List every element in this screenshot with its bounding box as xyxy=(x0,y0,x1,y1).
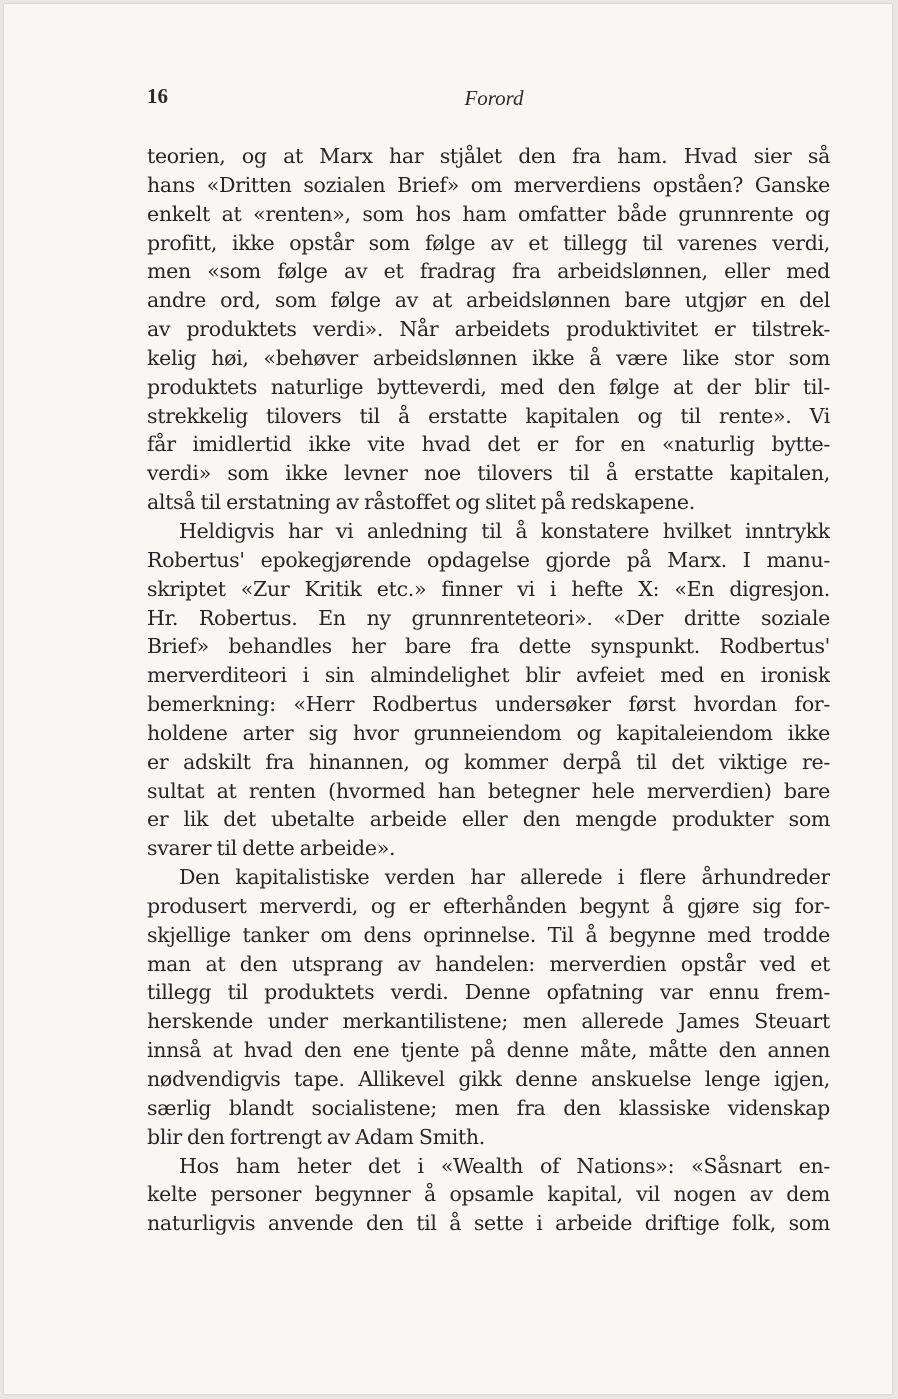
page-number: 16 xyxy=(147,84,168,108)
text-line: naturligvis anvende den til å sette i arbeide driftige folk, som xyxy=(147,1211,830,1236)
running-title: Forord xyxy=(464,86,524,110)
text-line: Heldigvis har vi anledning til å konstatere hvilket inntrykk xyxy=(179,518,830,543)
text-line: teorien, og at Marx har stjålet den fra ham. Hvad sier så xyxy=(147,144,830,168)
text-line: men «som følge av et fradrag fra arbeidslønnen, eller med xyxy=(147,259,830,284)
text-line: kelte personer begynner å opsamle kapital, vil nogen av dem xyxy=(147,1182,830,1207)
text-line: Hos ham heter det i «Wealth of Nations»: «Såsnart en- xyxy=(179,1153,830,1178)
text-line: sultat at renten (hvormed han betegner hele merverdien) bare xyxy=(147,778,830,803)
text-line: får imidlertid ikke vite hvad det er for en «naturlig bytte- xyxy=(147,432,830,457)
text-line: skjellige tanker om dens oprinnelse. Til å begynne med trodde xyxy=(147,922,830,947)
text-line: er adskilt fra hinannen, og kommer derpå til det viktige re- xyxy=(147,749,830,774)
text-line: hans «Dritten sozialen Brief» om merverdiens opståen? Ganske xyxy=(147,172,830,197)
text-line: kelig høi, «behøver arbeidslønnen ikke å være like stor som xyxy=(147,345,830,370)
text-line: profitt, ikke opstår som følge av et tillegg til varenes verdi, xyxy=(147,230,830,255)
text-line: merverditeori i sin almindelighet blir avfeiet med en ironisk xyxy=(147,663,830,688)
text-line: skriptet «Zur Kritik etc.» finner vi i hefte X: «En digresjon. xyxy=(147,576,830,601)
text-line: produktets naturlige bytteverdi, med den følge at der blir til- xyxy=(147,374,830,399)
text-line: man at den utsprang av handelen: merverdien opstår ved et xyxy=(147,951,830,976)
text-line: holdene arter sig hvor grunneiendom og kapitaleiendom ikke xyxy=(147,720,830,745)
body-text xyxy=(147,142,830,1238)
text-line: svarer til dette arbeide». xyxy=(147,836,396,861)
text-line: Robertus' epokegjørende opdagelse gjorde på Marx. I manu- xyxy=(147,547,830,572)
text-line: enkelt at «renten», som hos ham omfatter både grunnrente og xyxy=(147,201,830,226)
text-line: andre ord, som følge av at arbeidslønnen bare utgjør en del xyxy=(147,288,830,313)
book-page xyxy=(4,4,892,1394)
paragraph xyxy=(147,142,830,517)
paragraph xyxy=(147,517,830,863)
paragraph xyxy=(147,863,830,1151)
text-line: produsert merverdi, og er efterhånden begynt å gjøre sig for- xyxy=(147,893,830,918)
text-line: av produktets verdi». Når arbeidets produktivitet er tilstrek- xyxy=(147,317,830,342)
text-line: innså at hvad den ene tjente på denne måte, måtte den annen xyxy=(147,1038,830,1063)
text-line: nødvendigvis tape. Allikevel gikk denne anskuelse lenge igjen, xyxy=(147,1067,830,1091)
text-line: Den kapitalistiske verden har allerede i flere århundreder xyxy=(179,865,830,890)
text-line: strekkelig tilovers til å erstatte kapitalen og til rente». Vi xyxy=(147,403,830,428)
text-line: altså til erstatning av råstoffet og slitet på redskapene. xyxy=(147,490,695,515)
text-line: verdi» som ikke levner noe tilovers til å erstatte kapitalen, xyxy=(147,461,830,486)
text-line: særlig blandt socialistene; men fra den klassiske videnskap xyxy=(147,1095,830,1120)
text-line: blir den fortrengt av Adam Smith. xyxy=(147,1124,486,1149)
text-line: herskende under merkantilistene; men allerede James Steuart xyxy=(147,1009,830,1034)
paragraph xyxy=(147,1152,830,1239)
text-line: er lik det ubetalte arbeide eller den mengde produkter som xyxy=(147,807,830,832)
text-line: Brief» behandles her bare fra dette synspunkt. Rodbertus' xyxy=(147,634,830,659)
text-line: bemerkning: «Herr Rodbertus undersøker først hvordan for- xyxy=(147,692,830,717)
text-line: tillegg til produktets verdi. Denne opfatning var ennu frem- xyxy=(147,980,830,1005)
text-line: Hr. Robertus. En ny grunnrenteteori». «Der dritte soziale xyxy=(147,605,830,630)
